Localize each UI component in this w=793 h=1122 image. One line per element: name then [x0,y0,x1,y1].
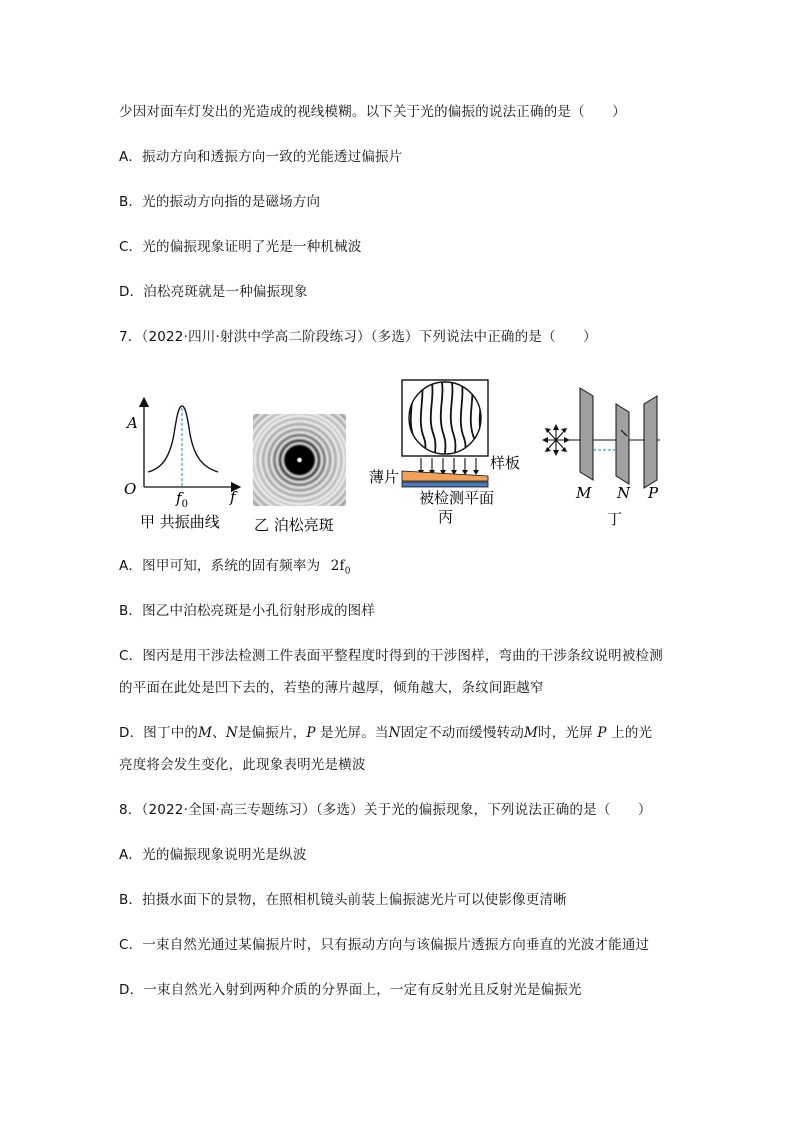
figure-interference-test [366,378,526,528]
q6-option-a[interactable]: A．振动方向和透振方向一致的光能透过偏振片 [119,149,403,165]
axis-y-label: A [127,414,138,432]
q7-option-d[interactable]: D．图丁中的M、N是偏振片，P 是光屏。当N固定不动而缓慢转动M时，光屏 P 上的光 [119,725,653,741]
q8-option-b[interactable]: B．拍摄水面下的景物，在照相机镜头前装上偏振滤光片可以使影像更清晰 [119,892,567,908]
tick-f0-label: $f_0$ [176,489,188,510]
q7-option-d-cont: 亮度将会发生变化，此现象表明光是横波 [119,757,366,773]
q7-option-c-cont: 的平面在此处是凹下去的，若垫的薄片越厚，倾角越大，条纹间距越窄 [119,680,544,696]
q7-option-b[interactable]: B．图乙中泊松亮斑是小孔衍射形成的图样 [119,603,376,619]
q8-option-d[interactable]: D．一束自然光入射到两种介质的分界面上，一定有反射光且反射光是偏振光 [119,982,582,998]
q8-stem: 8．（2022·全国·高三专题练习）（多选）关于光的偏振现象，下列说法正确的是（ ） [119,802,652,818]
caption-ding: 丁 [607,510,623,528]
axis-x-label: f [230,488,236,506]
label-sample-plate: 样板 [490,454,521,472]
figure-polarizers [540,378,670,528]
q7-option-a[interactable]: A．图甲可知，系统的固有频率为 $2f_0$ [119,558,351,577]
figure-poisson-spot [252,412,367,537]
q6-option-b[interactable]: B．光的振动方向指的是磁场方向 [119,194,321,210]
caption-yi: 乙 泊松亮斑 [254,516,334,534]
label-m: M [576,484,592,502]
label-p: P [648,484,659,502]
q6-option-c[interactable]: C．光的偏振现象证明了光是一种机械波 [119,239,362,255]
q6-stem-tail: 少因对面车灯发出的光造成的视线模糊。以下关于光的偏振的说法正确的是（ ） [119,104,626,120]
q7-option-c[interactable]: C．图丙是用干涉法检测工件表面平整程度时得到的干涉图样，弯曲的干涉条纹说明被检测 [119,648,663,664]
origin-label: O [124,480,137,498]
q8-option-c[interactable]: C．一束自然光通过某偏振片时，只有振动方向与该偏振片透振方向垂直的光波才能通过 [119,937,650,953]
label-test-plane: 被检测平面 [419,489,495,507]
q6-option-d[interactable]: D．泊松亮斑就是一种偏振现象 [119,284,308,300]
q8-option-a[interactable]: A．光的偏振现象说明光是纵波 [119,847,307,863]
caption-bing: 丙 [438,508,454,526]
q7-stem: 7．（2022·四川·射洪中学高二阶段练习）（多选）下列说法中正确的是（ ） [119,329,597,345]
figure-resonance-curve [118,384,248,534]
label-n: N [617,484,631,502]
caption-jia: 甲 共振曲线 [140,513,220,531]
label-thin-film: 薄片 [369,468,400,486]
